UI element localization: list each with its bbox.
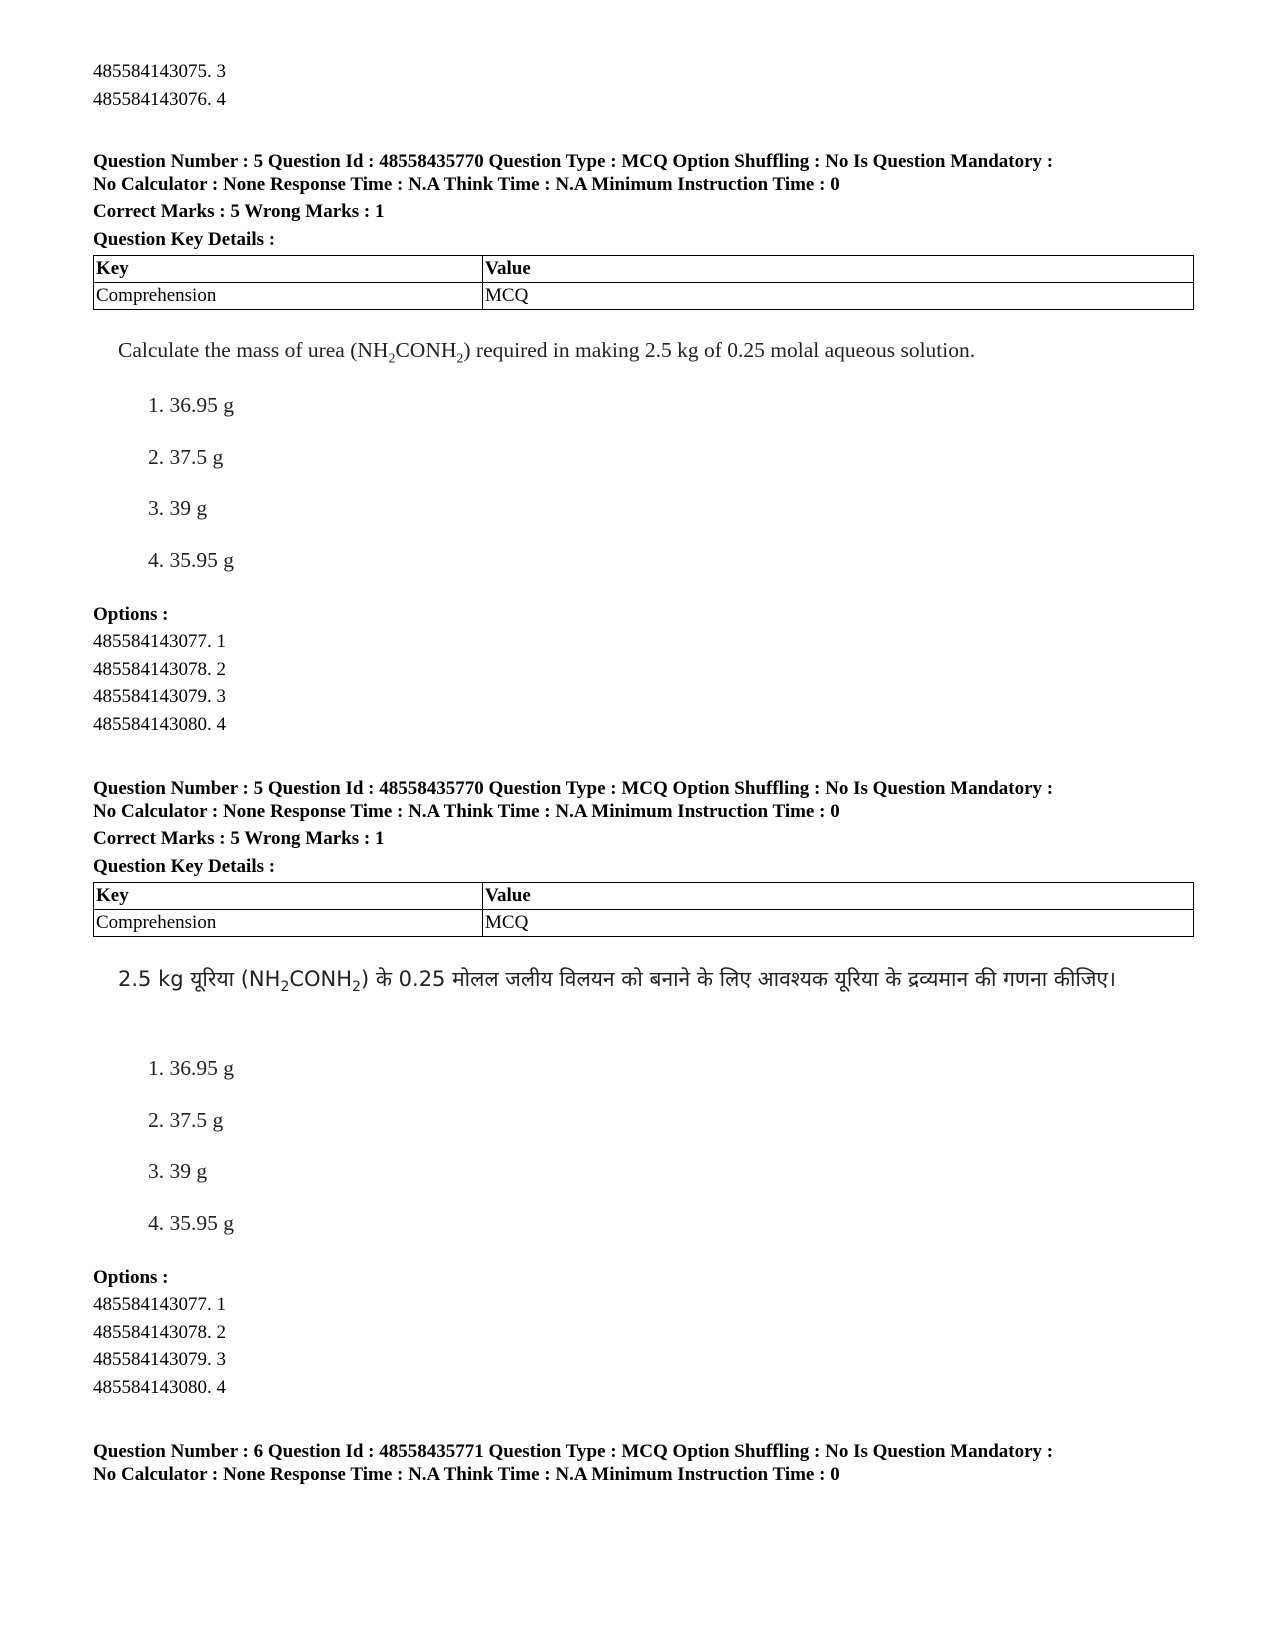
answer-choice: 3. 39 g xyxy=(148,1159,208,1183)
table-cell-value: MCQ xyxy=(483,283,1194,310)
question-header-line1: Question Number : 6 Question Id : 48558435771 Question Type : MCQ Option Shuffling : No Is Question Mandatory : xyxy=(93,1441,1054,1462)
table-header-value: Value xyxy=(483,256,1194,283)
answer-choice: 4. 35.95 g xyxy=(148,548,234,572)
option-line: 485584143080. 4 xyxy=(93,1377,226,1398)
table-header-key: Key xyxy=(94,256,483,283)
option-line: 485584143080. 4 xyxy=(93,714,226,735)
answer-choice: 1. 36.95 g xyxy=(148,1056,234,1080)
table-cell-value: MCQ xyxy=(483,910,1194,937)
option-line: 485584143075. 3 xyxy=(93,61,226,82)
options-label: Options : xyxy=(93,1267,169,1288)
option-line: 485584143076. 4 xyxy=(93,89,226,110)
question-header-line1: Question Number : 5 Question Id : 48558435770 Question Type : MCQ Option Shuffling : No Is Question Mandatory : xyxy=(93,778,1054,799)
question-header-line2: No Calculator : None Response Time : N.A Think Time : N.A Minimum Instruction Time : 0 xyxy=(93,1464,840,1485)
option-line: 485584143079. 3 xyxy=(93,1349,226,1370)
answer-choice: 3. 39 g xyxy=(148,496,208,520)
option-line: 485584143079. 3 xyxy=(93,686,226,707)
question-text-hindi: 2.5 kg यूरिया $(NH_2CONH_2)$ के 0.25 मोलल जलीय विलयन को बनाने के लिए आवश्यक यूरिया के द्रव्यमान की गणना कीजिए। xyxy=(118,967,1117,996)
key-details-table xyxy=(93,882,1194,937)
key-details-table xyxy=(93,255,1194,310)
option-line: 485584143077. 1 xyxy=(93,1294,226,1315)
answer-choice: 2. 37.5 g xyxy=(148,1108,224,1132)
question-header-line2: No Calculator : None Response Time : N.A Think Time : N.A Minimum Instruction Time : 0 xyxy=(93,801,840,822)
table-header-key: Key xyxy=(94,883,483,910)
options-label: Options : xyxy=(93,604,169,625)
option-line: 485584143077. 1 xyxy=(93,631,226,652)
marks-line: Correct Marks : 5 Wrong Marks : 1 xyxy=(93,201,385,222)
answer-choice: 4. 35.95 g xyxy=(148,1211,234,1235)
key-details-label: Question Key Details : xyxy=(93,229,276,250)
option-line: 485584143078. 2 xyxy=(93,1322,226,1343)
table-header-value: Value xyxy=(483,883,1194,910)
question-header-line2: No Calculator : None Response Time : N.A Think Time : N.A Minimum Instruction Time : 0 xyxy=(93,174,840,195)
key-details-label: Question Key Details : xyxy=(93,856,276,877)
table-cell-key: Comprehension xyxy=(94,283,483,310)
question-text: Calculate the mass of urea $(NH_2CONH_2)$ required in making 2.5 kg of 0.25 molal aqueous solution. xyxy=(118,338,976,367)
answer-choice: 1. 36.95 g xyxy=(148,393,234,417)
answer-choice: 2. 37.5 g xyxy=(148,445,224,469)
marks-line: Correct Marks : 5 Wrong Marks : 1 xyxy=(93,828,385,849)
option-line: 485584143078. 2 xyxy=(93,659,226,680)
table-cell-key: Comprehension xyxy=(94,910,483,937)
question-header-line1: Question Number : 5 Question Id : 48558435770 Question Type : MCQ Option Shuffling : No Is Question Mandatory : xyxy=(93,151,1054,172)
